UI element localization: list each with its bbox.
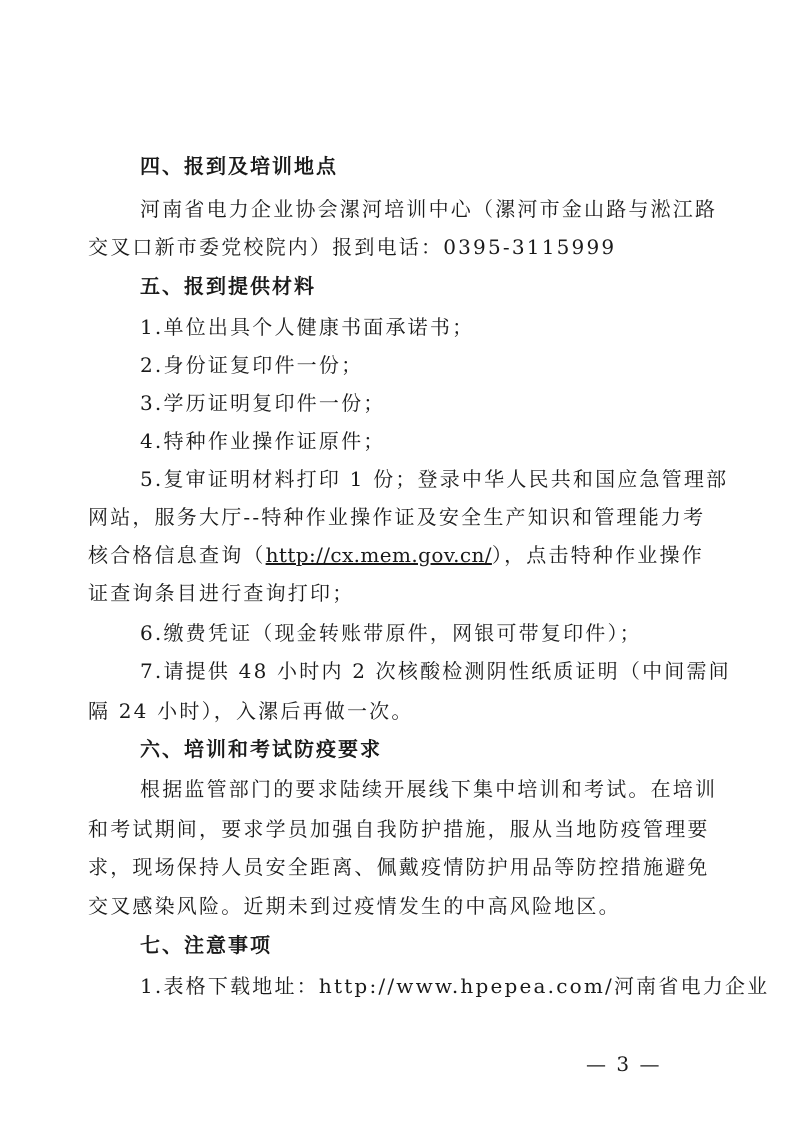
material-item-5-line-3 <box>88 541 704 569</box>
material-item-1: 1.单位出具个人健康书面承诺书； <box>140 315 475 339</box>
material-item-5-line-4: 证查询条目进行查询打印； <box>88 581 355 605</box>
section-6-paragraph-line-4: 交叉感染风险。近期未到过疫情发生的中高风险地区。 <box>88 894 621 918</box>
section-6-heading: 六、培训和考试防疫要求 <box>140 737 382 761</box>
section-4-paragraph-line-1: 河南省电力企业协会漯河培训中心（漯河市金山路与淞江路 <box>140 197 718 221</box>
section-6-paragraph-line-2: 和考试期间，要求学员加强自我防护措施，服从当地防疫管理要 <box>88 817 710 841</box>
section-4-heading: 四、报到及培训地点 <box>140 154 338 178</box>
section-4-paragraph-line-2: 交叉口新市委党校院内）报到电话：0395-3115999 <box>88 235 617 259</box>
notice-item-1: 1.表格下载地址：http://www.hpepea.com/河南省电力企业 <box>140 974 770 998</box>
material-item-5-line-2: 网站，服务大厅--特种作业操作证及安全生产知识和管理能力考 <box>88 505 706 529</box>
mem-website-link[interactable]: http://cx.mem.gov.cn/ <box>265 543 492 567</box>
material-item-7-line-1: 7.请提供 48 小时内 2 次核酸检测阴性纸质证明（中间需间 <box>140 659 731 683</box>
section-5-heading: 五、报到提供材料 <box>140 274 316 298</box>
section-7-heading: 七、注意事项 <box>140 933 272 957</box>
material-item-5-line-3-prefix: 核合格信息查询（ <box>88 543 266 567</box>
page-number: — 3 — <box>586 1052 662 1076</box>
material-item-6: 6.缴费凭证（现金转账带原件，网银可带复印件）； <box>140 621 642 645</box>
section-6-paragraph-line-1: 根据监管部门的要求陆续开展线下集中培训和考试。在培训 <box>140 777 718 801</box>
material-item-3: 3.学历证明复印件一份； <box>140 391 386 415</box>
material-item-5-line-3-suffix: ），点击特种作业操作 <box>491 543 704 567</box>
material-item-2: 2.身份证复印件一份； <box>140 353 364 377</box>
material-item-7-line-2: 隔 24 小时），入漯后再做一次。 <box>88 699 414 723</box>
material-item-4: 4.特种作业操作证原件； <box>140 429 386 453</box>
material-item-5-line-1: 5.复审证明材料打印 1 份；登录中华人民共和国应急管理部 <box>140 467 729 491</box>
section-6-paragraph-line-3: 求，现场保持人员安全距离、佩戴疫情防护用品等防控措施避免 <box>88 855 710 879</box>
